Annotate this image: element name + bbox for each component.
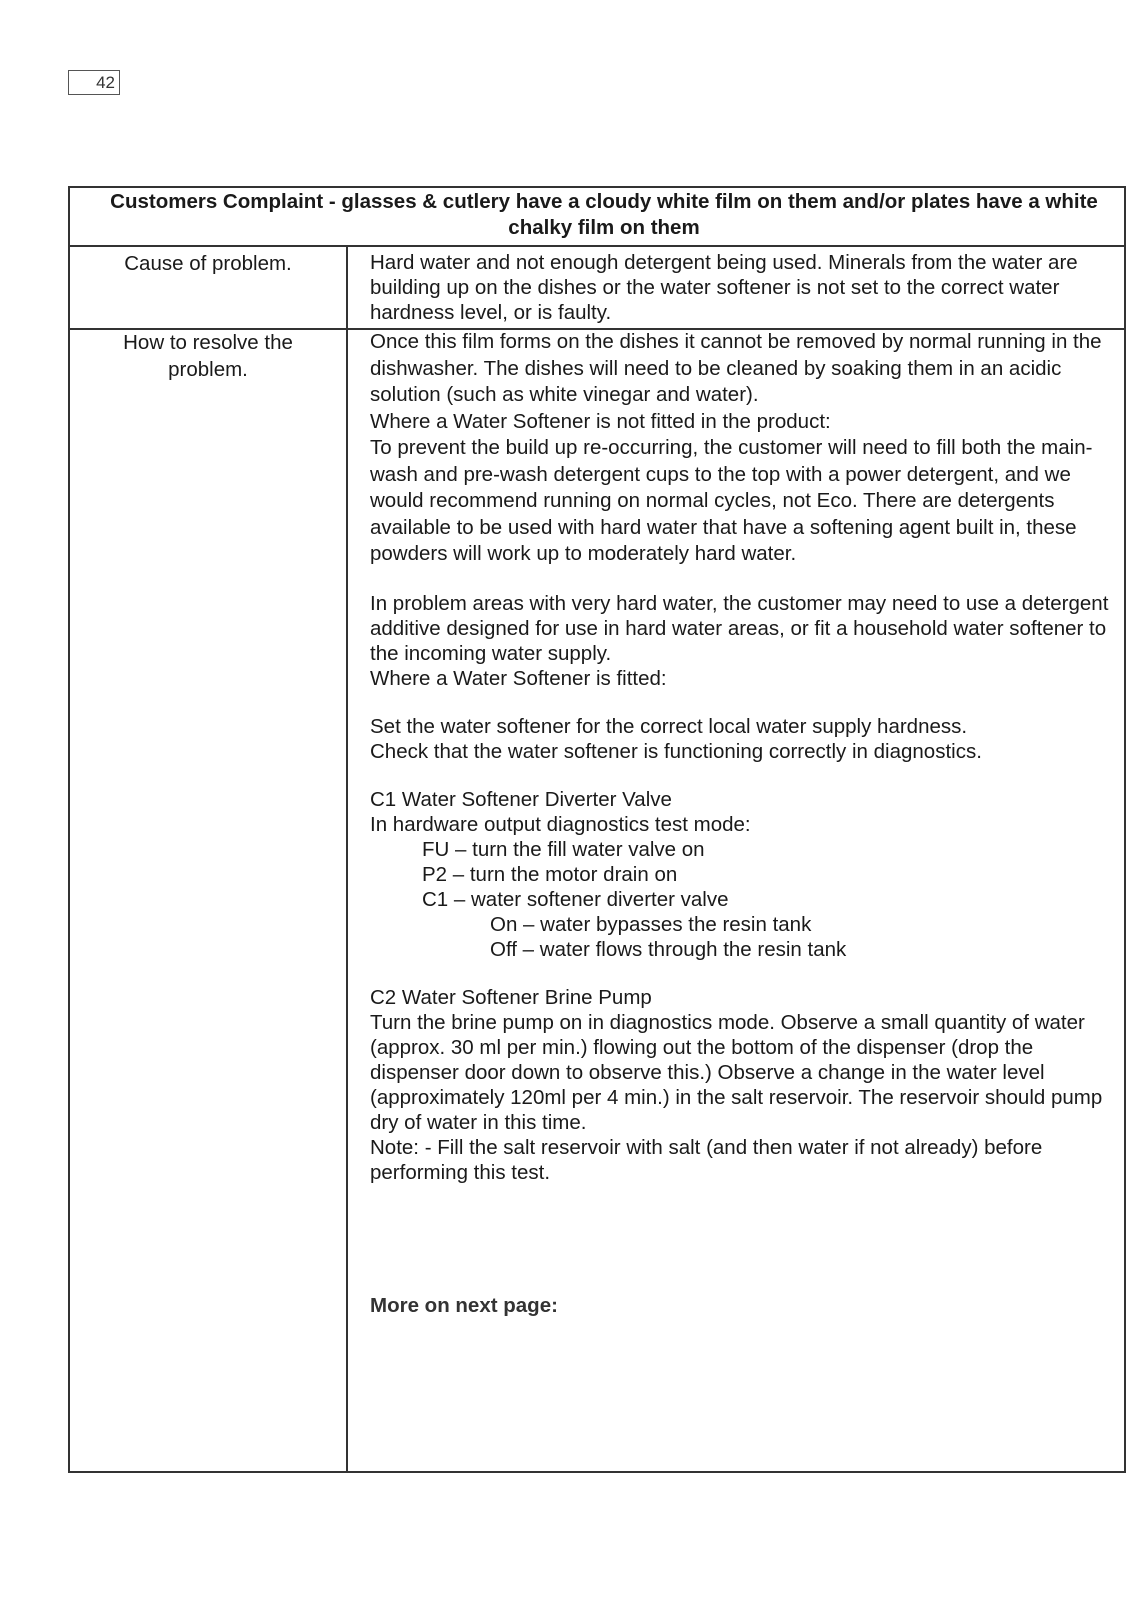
no-softener-heading: Where a Water Softener is not fitted in the product: [370,409,831,433]
complaint-header: Customers Complaint - glasses & cutlery have a cloudy white film on them and/or plates have a white chalky film on them [70,188,1124,247]
softener-heading: Where a Water Softener is fitted: [370,666,667,690]
more-on-next-page: More on next page: [370,1293,558,1317]
column-divider [346,247,348,1471]
test-step: C1 – water softener diverter valve [422,887,729,911]
cause-text: Hard water and not enough detergent being used. Minerals from the water are building up on the dishes or the water softener is not set to the correct water hardness level, or is faulty. [370,251,1078,324]
test-step: FU – turn the fill water valve on [422,837,705,861]
c2-heading: C2 Water Softener Brine Pump [370,985,652,1009]
page-number: 42 [68,70,120,95]
test-substep: On – water bypasses the resin tank [490,912,812,936]
resolve-text [370,329,1118,1319]
note-paragraph: Note: - Fill the salt reservoir with salt (and then water if not already) before performing this test. [370,1135,1043,1184]
spacer [370,691,1118,714]
resolve-line: In hardware output diagnostics test mode: [370,812,751,836]
spacer [370,764,1118,787]
troubleshooting-table [68,186,1126,1473]
c1-heading: C1 Water Softener Diverter Valve [370,787,672,811]
resolve-paragraph: To prevent the build up re-occurring, the customer will need to fill both the main-wash and pre-wash detergent cups to the top with a power detergent, and we would recommend running on normal cycles, not Eco. There are detergents available to be used with hard water that have a softening agent built in, these powders will work up to moderately hard water. [370,436,1093,565]
resolve-paragraph: Turn the brine pump on in diagnostics mode. Observe a small quantity of water (approx. 30 ml per min.) flowing out the bottom of the dispenser (drop the dispenser door down to observe this.) Observe a change in the water level (approximately 120ml per 4 min.) in the salt reservoir. The reservoir should pump dry of water in this time. [370,1010,1103,1134]
resolve-line: Check that the water softener is functioning correctly in diagnostics. [370,739,982,763]
resolve-paragraph: In problem areas with very hard water, the customer may need to use a detergent additive designed for use in hard water areas, or fit a household water softener to the incoming water supply. [370,591,1109,665]
test-step: P2 – turn the motor drain on [422,862,678,886]
spacer [370,568,1118,591]
resolve-paragraph: Once this film forms on the dishes it cannot be removed by normal running in the dishwasher. The dishes will need to be cleaned by soaking them in an acidic solution (such as white vinegar and water). [370,330,1102,406]
resolve-line: Set the water softener for the correct local water supply hardness. [370,714,968,738]
cause-label: Cause of problem. [124,252,292,275]
resolve-label: How to resolve the problem. [123,331,293,381]
spacer [370,962,1118,985]
test-substep: Off – water flows through the resin tank [490,937,847,961]
